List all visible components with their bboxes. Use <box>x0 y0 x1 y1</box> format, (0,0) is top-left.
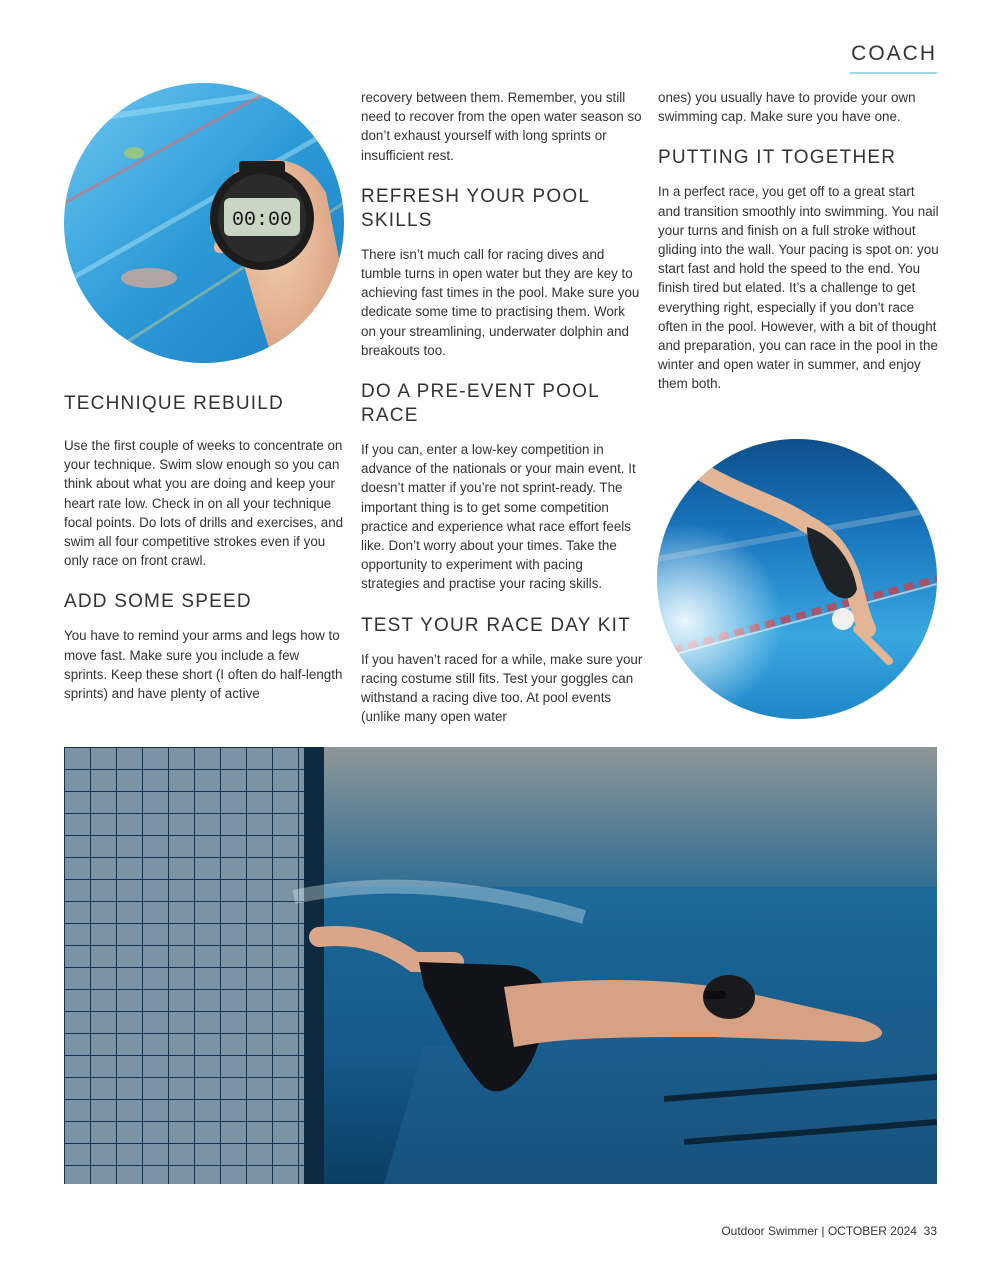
column-3 <box>658 88 940 394</box>
heading-refresh-pool-skills: REFRESH YOUR POOL SKILLS <box>361 185 590 231</box>
stopwatch-photo <box>64 83 344 363</box>
page-number: 33 <box>923 1224 937 1238</box>
paragraph-pre-event-pool-race: If you can, enter a low-key competition in advance of the nationals or your main event. It doesn’t matter if you’re not sprint-ready. The important thing is to get some competition practice and experience what race effort feels like. Don’t worry about your times. Take the opportunity to experiment with pacing strategies and practise your racing skills. <box>361 442 636 592</box>
paragraph-refresh-pool-skills: There isn’t much call for racing dives and tumble turns in open water but they are key to achieving fast times in the pool. Make sure you dedicate some time to practising them. Work on your streamlining, underwater dolphin and breakouts too. <box>361 246 640 358</box>
page-footer <box>600 1224 937 1238</box>
paragraph-putting-it-together: In a perfect race, you get off to a great start and transition smoothly into swimming. You nail your turns and finish on a full stroke without gliding into the wall. Your pacing is spot on: you start fast and hold the speed to the end. You finish tired but elated. It’s a challenge to get everything right, especially if you don’t race often in the pool. However, with a bit of thought and preparation, you can race in the pool in the winter and open water in summer, and enjoy them both. <box>658 184 939 392</box>
heading-pre-event-pool-race: DO A PRE-EVENT POOL RACE <box>361 381 600 427</box>
underwater-backstroke-photo <box>64 747 937 1184</box>
column-2 <box>361 88 643 726</box>
footer-separator: | <box>818 1224 828 1238</box>
stopwatch-display: 00:00 <box>231 209 293 232</box>
heading-add-some-speed: ADD SOME SPEED <box>64 591 252 613</box>
column-1 <box>64 392 346 703</box>
heading-test-race-day-kit: TEST YOUR RACE DAY KIT <box>361 614 631 636</box>
heading-putting-it-together: PUTTING IT TOGETHER <box>658 147 897 169</box>
footer-issue: OCTOBER 2024 <box>827 1224 917 1238</box>
footer-publication: Outdoor Swimmer <box>721 1224 819 1238</box>
section-underline <box>850 72 937 74</box>
paragraph-test-race-day-kit: If you haven’t raced for a while, make sure your racing costume still fits. Test your goggles can withstand a racing dive too. At pool events (unlike many open water <box>361 651 643 725</box>
paragraph-add-some-speed: You have to remind your arms and legs how to move fast. Make sure you include a few sprints. Keep these short (I often do half-length sprints) and have plenty of active <box>64 628 343 702</box>
heading-technique-rebuild: TECHNIQUE REBUILD <box>64 393 284 414</box>
diving-swimmer-photo <box>657 439 937 719</box>
section-label: COACH <box>851 42 937 65</box>
paragraph-swim-cap-continued: ones) you usually have to provide your own swimming cap. Make sure you have one. <box>658 90 916 125</box>
paragraph-recovery-continued: recovery between them. Remember, you still need to recover from the open water season so don’t exhaust yourself with long sprints or insufficient rest. <box>361 90 642 163</box>
paragraph-technique-rebuild: Use the first couple of weeks to concentrate on your technique. Swim slow enough so you can think about what you are doing and keep your heart rate low. Check in on all your technique focal points. Do lots of drills and exercises, and swim all four competitive strokes even if you only race on front crawl. <box>64 438 344 569</box>
